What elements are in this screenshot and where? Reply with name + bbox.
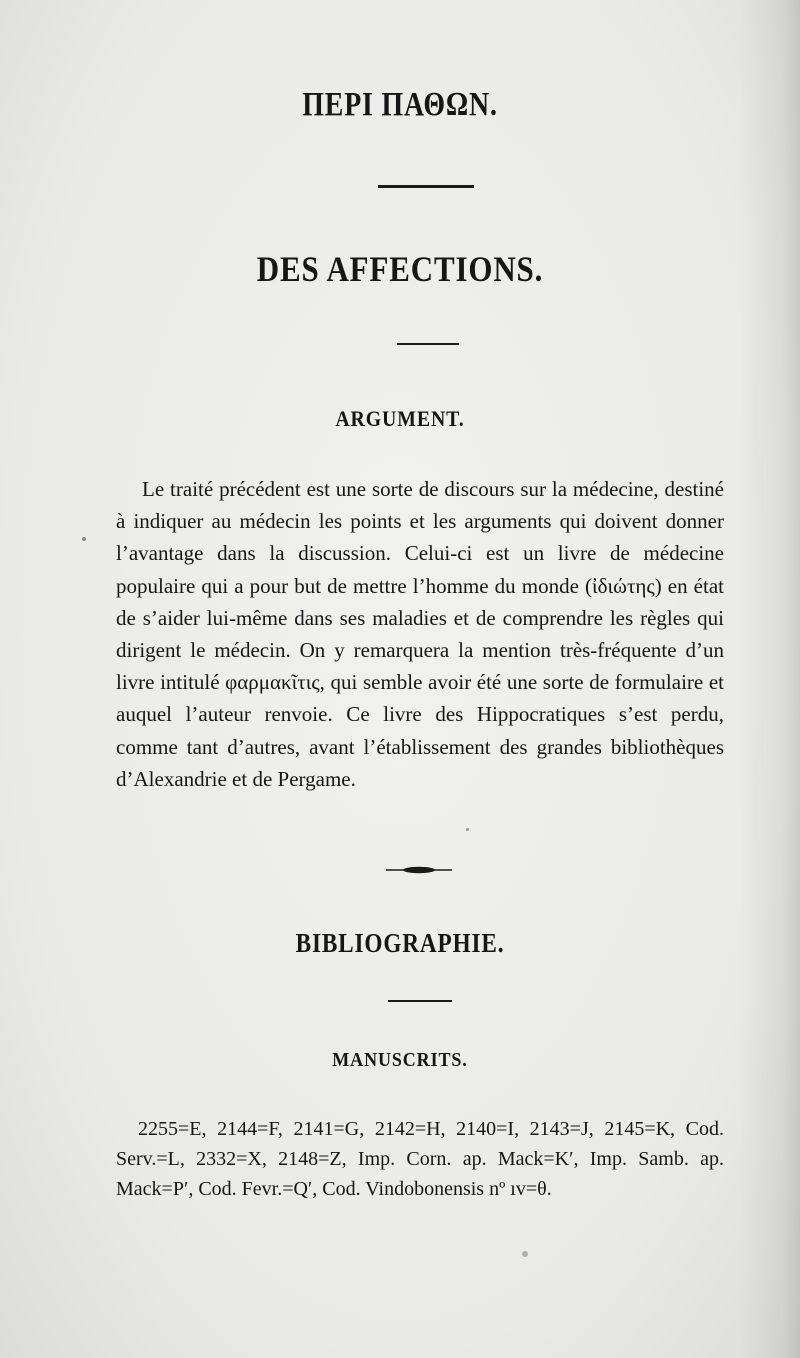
bibliography-rule [388, 1000, 452, 1002]
title-rule [378, 185, 474, 188]
french-title: DES AFFECTIONS. [256, 249, 544, 289]
ornament-divider [386, 866, 452, 874]
page-edge-shadow [740, 0, 800, 1358]
manuscripts-heading: MANUSCRITS. [332, 1049, 468, 1071]
subtitle-rule [397, 343, 459, 345]
ink-speck [82, 537, 86, 541]
ink-speck [466, 828, 469, 831]
argument-paragraph: Le traité précédent est une sorte de discours sur la médecine, destiné à indiquer au médecin les points et les arguments qui doivent donner l’avantage dans la discussion. Celui-ci est un livre de médecine populaire qui a pour but de mettre l’homme du monde (ἰδιώτης) en état de s’aider lui-même dans ses maladies et de comprendre les règles qui dirigent le médecin. On y remarquera la mention très-fréquente d’un livre intitulé φαρμακῖτις, qui semble avoir été une sorte de formulaire et auquel l’auteur renvoie. Ce livre des Hippocratiques s’est perdu, comme tant d’autres, avant l’établissement des grandes bibliothèques d’Alexandrie et de Pergame. [116, 477, 724, 791]
manuscripts-list: 2255=E, 2144=F, 2141=G, 2142=H, 2140=I, 2143=J, 2145=K, Cod. Serv.=L, 2332=X, 2148=Z, Imp. Corn. ap. Mack=K′, Imp. Samb. ap. Mack=P′, Cod. Fevr.=Q′, Cod. Vindobonensis nº ıv=θ. [116, 1118, 724, 1200]
ink-speck [522, 1251, 528, 1257]
argument-heading: ARGUMENT. [335, 406, 465, 431]
greek-title: ΠΕΡΙ ΠΑΘΩΝ. [302, 86, 498, 123]
bibliography-heading: BIBLIOGRAPHIE. [295, 928, 505, 958]
